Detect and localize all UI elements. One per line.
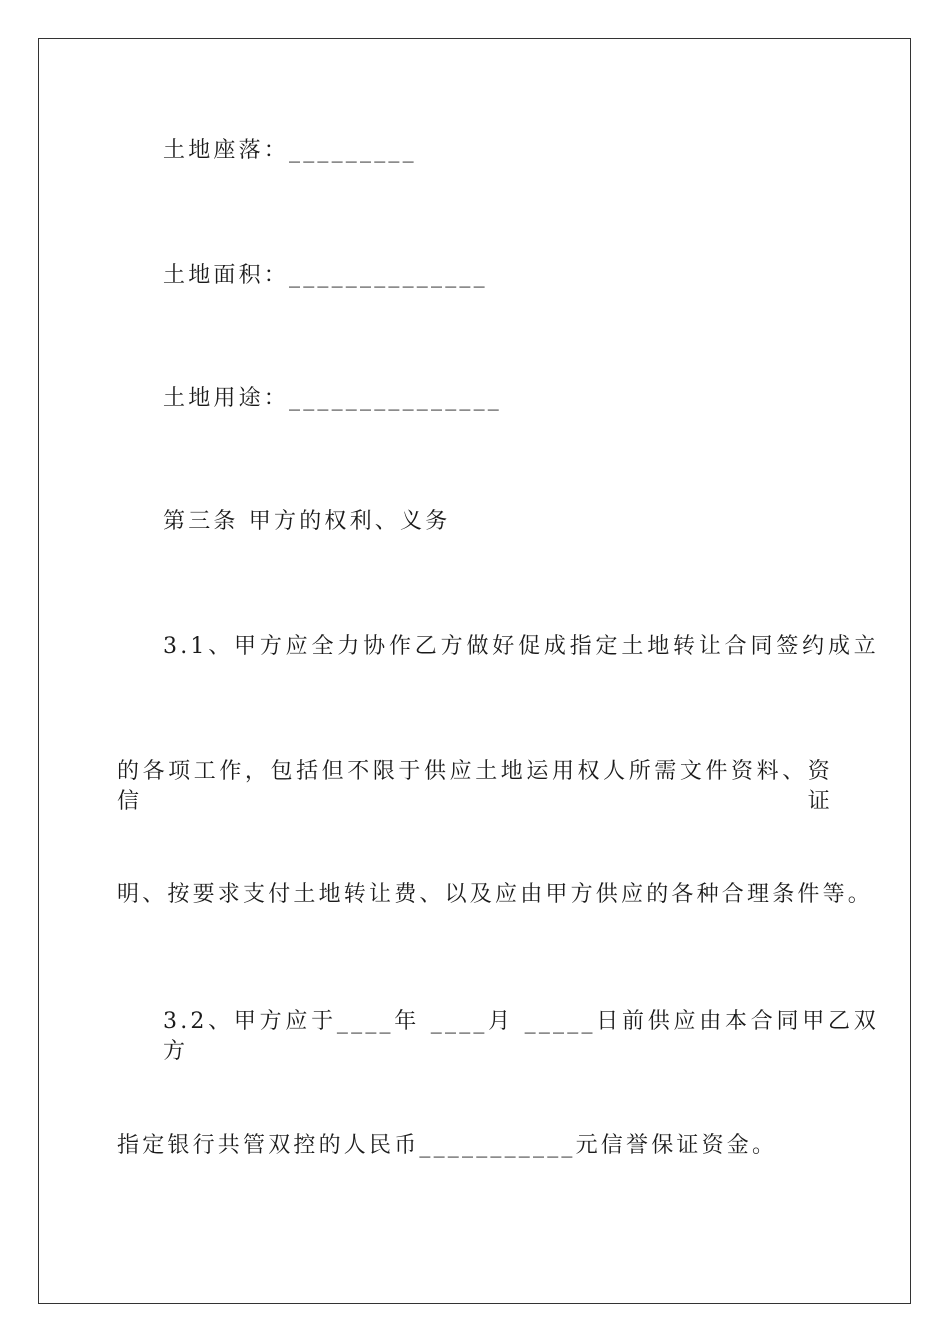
paragraph-3-2-line-2: 指定银行共管双控的人民币___________元信誉保证资金。 xyxy=(117,1133,778,1158)
land-location-field: 土地座落：_________ xyxy=(163,138,417,163)
paragraph-3-1-line-3: 明、按要求支付土地转让费、以及应由甲方供应的各种合理条件等。 xyxy=(117,882,874,907)
paragraph-3-2-line-1: 3.2、甲方应于____年 ____月 _____日前供应由本合同甲乙双方 xyxy=(163,1009,879,1064)
paragraph-3-1-line-1: 3.1、甲方应全力协作乙方做好促成指定土地转让合同签约成立 xyxy=(163,634,879,659)
paragraph-3-1-line-2: 的各项工作，包括但不限于供应土地运用权人所需文件资料、资信证 xyxy=(117,759,833,814)
page-border xyxy=(38,38,911,1304)
land-use-field: 土地用途：_______________ xyxy=(163,386,503,411)
section-heading: 第三条 甲方的权利、义务 xyxy=(163,509,451,534)
land-area-field: 土地面积：______________ xyxy=(163,263,488,288)
